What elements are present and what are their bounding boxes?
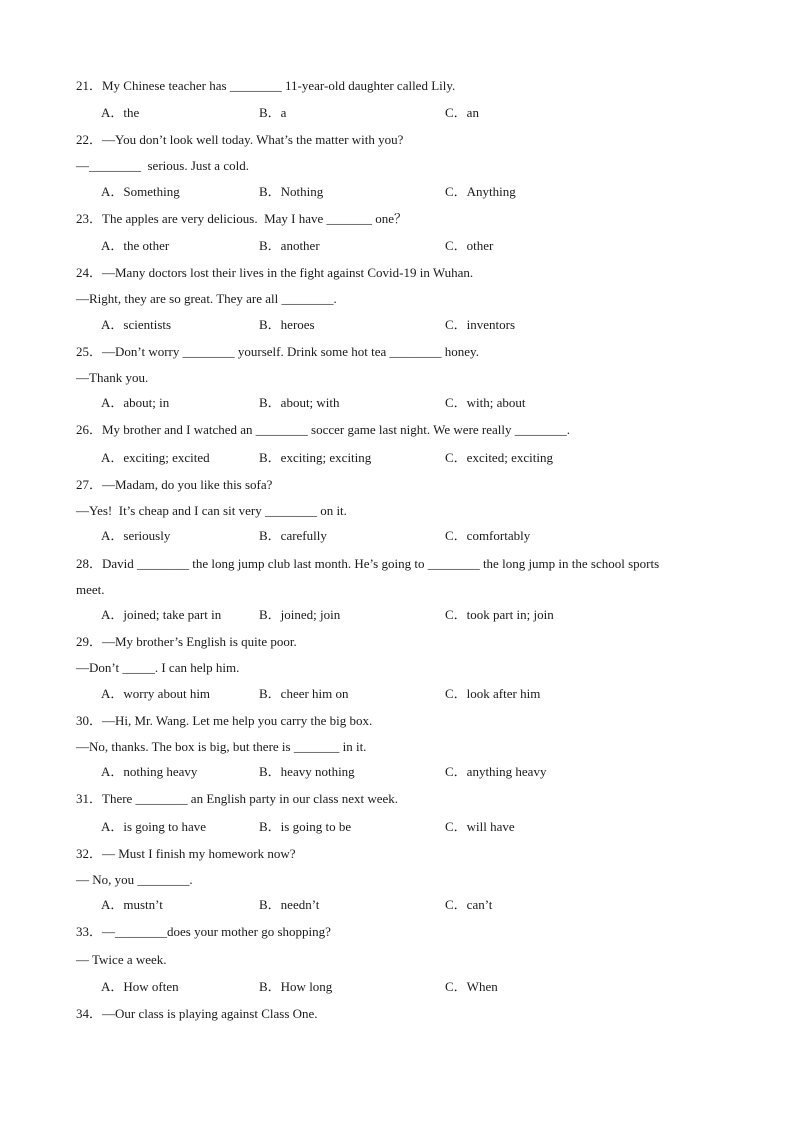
option-a: A．How often [101,979,179,994]
option-a: A．is going to have [101,819,207,834]
question-stem: 21．My Chinese teacher has ________ 11-year-old daughter called Lily. [76,78,456,93]
question-stem: 31．There ________ an English party in our class next week. [76,791,399,806]
option-a: A．joined; take part in [101,607,222,622]
question-line: —Right, they are so great. They are all ________. [76,291,337,306]
question-stem: 24．—Many doctors lost their lives in the fight against Covid-19 in Wuhan. [76,265,474,280]
option-a: A．nothing heavy [101,764,198,779]
question-stem: 32．— Must I finish my homework now? [76,846,296,861]
answer-options [0,686,794,702]
option-a: A．exciting; excited [101,450,210,465]
option-c: C．other [445,238,494,253]
answer-options [0,528,794,544]
option-c: C．inventors [445,317,516,332]
option-c: C．took part in; join [445,607,554,622]
question-stem: 33．—________does your mother go shopping? [76,924,331,939]
answer-options [0,238,794,254]
question-line: — No, you ________. [76,872,193,887]
answer-options [0,979,794,995]
answer-options [0,184,794,200]
option-b: B．needn’t [259,897,320,912]
question-stem: 22．—You don’t look well today. What’s the matter with you? [76,132,404,147]
option-b: B．is going to be [259,819,352,834]
option-b: B．heroes [259,317,315,332]
question-stem: 30．—Hi, Mr. Wang. Let me help you carry the big box. [76,713,373,728]
answer-options [0,105,794,121]
answer-options [0,607,794,623]
option-a: A．worry about him [101,686,211,701]
option-c: C．comfortably [445,528,531,543]
question-line: —No, thanks. The box is big, but there is _______ in it. [76,739,367,754]
option-a: A．seriously [101,528,171,543]
option-b: B．another [259,238,320,253]
question-line: —________ serious. Just a cold. [76,158,249,173]
option-b: B．heavy nothing [259,764,355,779]
answer-options [0,317,794,333]
question-stem: 26．My brother and I watched an ________ soccer game last night. We were really ________. [76,422,571,437]
option-b: B．about; with [259,395,340,410]
question-line: —Yes! It’s cheap and I can sit very ________ on it. [76,503,347,518]
option-c: C．anything heavy [445,764,547,779]
option-c: C．excited; exciting [445,450,553,465]
option-c: C．with; about [445,395,526,410]
option-b: B．Nothing [259,184,324,199]
option-b: B．a [259,105,287,120]
option-c: C．will have [445,819,515,834]
question-stem: 34．—Our class is playing against Class One. [76,1006,318,1021]
option-c: C．Anything [445,184,516,199]
option-b: B．cheer him on [259,686,349,701]
answer-options [0,819,794,835]
option-a: A．the other [101,238,170,253]
question-line: meet. [76,582,105,597]
option-b: B．exciting; exciting [259,450,372,465]
option-b: B．joined; join [259,607,341,622]
question-line: —Thank you. [76,370,149,385]
answer-options [0,395,794,411]
option-a: A．Something [101,184,180,199]
option-c: C．When [445,979,498,994]
option-c: C．can’t [445,897,493,912]
option-a: A．about; in [101,395,170,410]
question-line: —Don’t _____. I can help him. [76,660,240,675]
question-stem: 23．The apples are very delicious. May I have _______ one？ [76,211,408,226]
option-c: C．an [445,105,479,120]
question-stem: 27．—Madam, do you like this sofa? [76,477,273,492]
option-a: A．the [101,105,140,120]
question-line: — Twice a week. [76,952,167,967]
answer-options [0,450,794,466]
option-b: B．How long [259,979,333,994]
answer-options [0,764,794,780]
question-stem: 28．David ________ the long jump club last month. He’s going to ________ the long jump in the school sports [76,556,660,571]
option-c: C．look after him [445,686,541,701]
option-a: A．mustn’t [101,897,163,912]
option-b: B．carefully [259,528,327,543]
question-stem: 29．—My brother’s English is quite poor. [76,634,297,649]
option-a: A．scientists [101,317,172,332]
question-stem: 25．—Don’t worry ________ yourself. Drink some hot tea ________ honey. [76,344,479,359]
answer-options [0,897,794,913]
